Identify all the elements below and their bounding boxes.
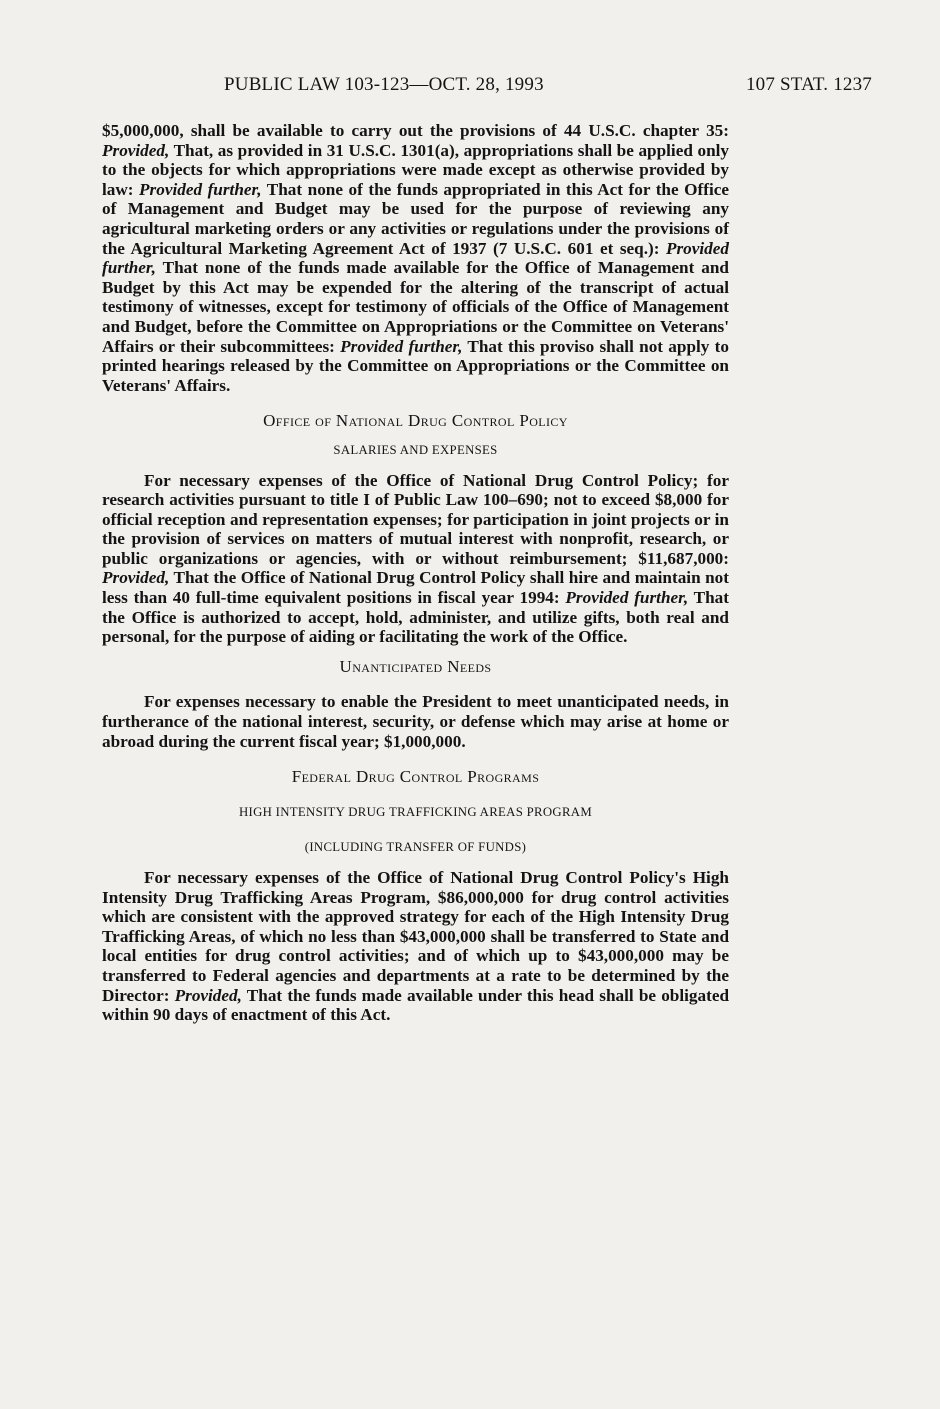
running-head xyxy=(224,74,872,104)
text-run: For necessary expenses of the Office of National Drug Control Policy's High Intensity Drug Trafficking Areas Program, $86,000,000 for drug control activities which are consistent with the approved strategy for each of the High Intensity Drug Trafficking Areas, of which no less than $43,000,000 shall be transferred to State and local entities for drug control activities; and of which up to $43,000,000 may be transferred to Federal agencies and departments at a rate to be determined by the Director: xyxy=(102,868,729,1005)
proviso-italic: Provided, xyxy=(102,568,170,588)
paragraph-hidta-expenses xyxy=(102,868,729,1025)
heading-federal-drug-control-programs: Federal Drug Control Programs xyxy=(291,767,540,787)
running-head-title: PUBLIC LAW 103-123—OCT. 28, 1993 xyxy=(224,74,544,95)
proviso-italic: Provided further, xyxy=(565,588,689,608)
text-run: That, as provided in 31 U.S.C. 1301(a), appropriations shall be applied only to the objects for which appropriations were made except as otherwise provided by law: xyxy=(102,140,729,199)
heading-unanticipated-needs: Unanticipated Needs xyxy=(339,656,492,676)
text-run: That the Office is authorized to accept, hold, administer, and utilize gifts, both real and personal, for the purpose of aiding or facilitating the work of the Office. xyxy=(102,588,729,647)
text-run: $5,000,000, shall be available to carry out the provisions of 44 U.S.C. chapter 35: xyxy=(102,121,729,140)
heading-ondcp: Office of National Drug Control Policy xyxy=(263,411,568,431)
proviso-italic: Provided further, xyxy=(102,238,729,278)
text-run: That the Office of National Drug Control Policy shall hire and maintain not less than 40 full-time equivalent positions in fiscal year 1994: xyxy=(102,568,729,608)
proviso-italic: Provided further, xyxy=(139,179,262,199)
text-run: That none of the funds made available for the Office of Management and Budget by this Act may be expended for the altering of the transcript of actual testimony of witnesses, except for testimony of officials of the Office of Management and Budget, before the Committee on Appropriations or the Committee on Veterans' Affairs or their subcommittees: xyxy=(102,258,729,356)
heading-salaries-and-expenses: SALARIES AND EXPENSES xyxy=(333,442,498,457)
paragraph-unanticipated-needs xyxy=(102,692,729,751)
text-run: That none of the funds appropriated in this Act for the Office of Management and Budget may be used for the purpose of reviewing any agricultural marketing orders or any activities or regulations under the provisions of the Agricultural Marketing Agreement Act of 1937 (7 U.S.C. 601 et seq.): xyxy=(102,179,729,258)
text-run: That the funds made available under this head shall be obligated within 90 days of enactment of this Act. xyxy=(102,985,730,1025)
paragraph-omb-provisos xyxy=(102,121,729,395)
proviso-italic: Provided, xyxy=(174,985,242,1005)
proviso-italic: Provided, xyxy=(102,140,170,160)
heading-hidta-program: HIGH INTENSITY DRUG TRAFFICKING AREAS PROGRAM xyxy=(239,804,592,819)
proviso-italic: Provided further, xyxy=(340,336,463,356)
heading-including-transfer-of-funds: (INCLUDING TRANSFER OF FUNDS) xyxy=(304,840,527,855)
text-run: For necessary expenses of the Office of National Drug Control Policy; for research activities pursuant to title I of Public Law 100–690; not to exceed $8,000 for official reception and representation expenses; for participation in joint projects or in the provision of services on matters of mutual interest with nonprofit, research, or public organizations or agencies, with or without reimbursement; $11,687,000: xyxy=(102,470,729,568)
body-text xyxy=(102,121,729,1025)
paragraph-ondcp-expenses xyxy=(102,471,729,647)
page-number: 107 STAT. 1237 xyxy=(745,74,872,95)
text-run: That this proviso shall not apply to printed hearings released by the Committee on Appropriations or the Committee on Veterans' Affairs. xyxy=(102,336,729,395)
text-run: For expenses necessary to enable the President to meet unanticipated needs, in furtherance of the national interest, security, or defense which may arise at home or abroad during the current fiscal year; $1,000,000. xyxy=(102,692,729,751)
